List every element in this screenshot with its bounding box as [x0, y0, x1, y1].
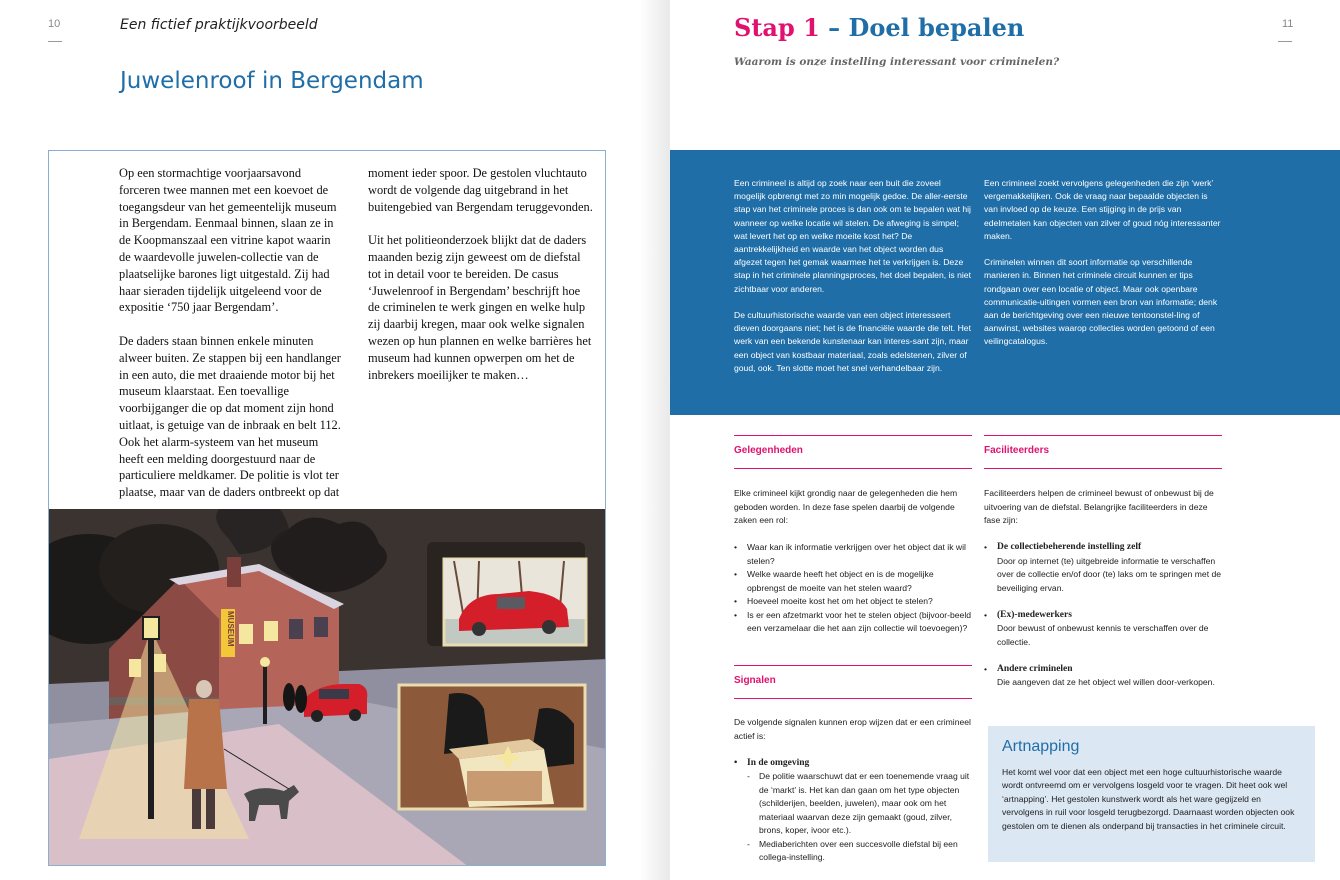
item-text: Door op internet (te) uitgebreide informatie te verschaffen over de collectie en/of door (te) laks om te springen met de beveiliging ervan.	[997, 555, 1222, 593]
story-box	[48, 150, 606, 866]
faciliteerders-list	[984, 541, 1224, 690]
intro-band	[670, 150, 1340, 415]
page-number-rule	[1278, 41, 1292, 42]
intro-paragraph: Een crimineel zoekt vervolgens gelegenheden die zijn ‘werk’ vergemakkelijken. Ook de vraag naar bepaalde objecten is van invloed op de keuze. Een stijging in de prijs van edelmetalen kan objecten van zilver of goud nóg interessanter maken.	[984, 178, 1221, 241]
list-item: • Is er een afzetmarkt voor het te stelen object (bijvoor-beeld een verzamelaar die het aan zijn collectie wil toevoegen)?	[734, 609, 974, 636]
item-title: • (Ex)-medewerkers	[997, 609, 1072, 620]
gelegenheden-body	[734, 487, 974, 636]
page-number-left: 10	[48, 18, 61, 30]
item-text: Door bewust of onbewust kennis te verschaffen over de collectie.	[997, 623, 1209, 647]
artnapping-heading: Artnapping	[1002, 738, 1080, 755]
signalen-intro: De volgende signalen kunnen erop wijzen dat er een crimineel actief is:	[734, 717, 971, 741]
heading-faciliteerders: Faciliteerders	[984, 435, 1222, 469]
heading-signalen: Signalen	[734, 665, 972, 699]
list-item: - Mediaberichten over een succesvolle diefstal bij een collega-instelling.	[734, 838, 974, 865]
museum-sign: MUSEUM	[226, 611, 235, 647]
museum-robbery-illustration	[49, 509, 606, 866]
list-item	[984, 541, 1224, 595]
story-paragraph: Op een stormachtige voorjaarsavond forceren twee mannen met een koevoet de toegangsdeur van het gemeentelijk museum in Bergendam. Eenmaal binnen, slaan ze in de Koopmanszaal een vitrine kapot waarin de waardevolle juwelen-collectie van de plaatselijke barones ligt uitgestald. Zij had haar sieraden tijdelijk uitgeleend voor de expositie ‘750 jaar Bergendam’.	[119, 166, 337, 315]
story-paragraph: De daders staan binnen enkele minuten alweer buiten. Ze stappen bij een handlanger in een auto, die met draaiende motor bij het museum klaarstaat. Een toevallige voorbijganger die op dat moment zijn hond uitlaat, is getuige van de inbraak en belt 112. Ook het alarm-systeem van het museum heeft een melding doorgestuurd naar de particuliere meldkamer. De politie is vlot ter plaatse, maar van de daders ontbreekt op dat moment ieder spoor. De gestolen vluchtauto wordt de volgende dag uitgebrand in het buitengebied van Bergendam teruggevonden.	[119, 166, 593, 500]
intro-paragraph: De cultuurhistorische waarde van een object interesseert dieven doorgaans niet; het is de financiële waarde die telt. Het werk van een bekende kunstenaar kan interes-sant zijn, maar een object van kostbaar materiaal, zoals edelstenen, zilver of goud, ook. Ten slotte moet het snel verhandelbaar zijn.	[734, 310, 971, 373]
signalen-list	[734, 757, 974, 865]
heading-gelegenheden: Gelegenheden	[734, 435, 972, 469]
intro-paragraph: Een crimineel is altijd op zoek naar een buit die zoveel mogelijk opbrengt met zo min mogelijk gedoe. De aller-eerste stap van het criminele proces is dan ook om te bepalen wat hij wanneer op welke locatie wil stelen. De afweging is simpel; wat levert het op en welke moeite kost het? De aantrekkelijkheid en waarde van het object worden dus afgezet tegen het gemak waarmee het te verkrijgen is. Deze stap in het criminele planningsproces, het doel bepalen, is niet zichtbaar voor anderen.	[734, 178, 971, 294]
list-item: - De politie waarschuwt dat er een toenemende vraag uit de ‘markt’ is. Het kan dan gaan om het type objecten (schilderijen, beelden, juwelen), maar ook om het materiaal waarvan deze zijn gemaakt (goud, zilver, brons, koper, ivoor etc.).	[734, 770, 974, 838]
inset-burnt-car	[427, 542, 586, 646]
inset-display-case	[399, 685, 585, 809]
faciliteerders-body	[984, 487, 1224, 690]
step-number: Stap 1	[734, 13, 820, 42]
running-title: Een fictief praktijkvoorbeeld	[120, 17, 318, 33]
faciliteerders-intro: Faciliteerders helpen de crimineel bewust of onbewust bij de uitvoering van de diefstal. Belangrijke faciliteerders in deze fase zijn:	[984, 488, 1214, 525]
item-text: Die aangeven dat ze het object wel willen door-verkopen.	[997, 677, 1215, 687]
artnapping-box	[988, 726, 1315, 862]
signalen-subheading: • In de omgeving	[734, 757, 974, 771]
right-page	[670, 0, 1340, 880]
page-title: Juwelenroof in Bergendam	[120, 68, 424, 94]
artnapping-text: Het komt wel voor dat een object met een hoge cultuurhistorische waarde wordt ontvreemd om er vervolgens losgeld voor te vragen. Dit heet ook wel ‘artnapping’. Het gestolen kunstwerk wordt als het ware gegijzeld en vervolgens in ruil voor losgeld terugbezorgd. Daarnaast worden objecten ook gestolen om te dienen als onderpand bij transacties in het criminele circuit.	[1002, 767, 1295, 831]
intro-column-1	[734, 177, 972, 388]
intro-paragraph: Criminelen winnen dit soort informatie op verschillende manieren in. Binnen het criminele circuit kunnen er tips rondgaan over een locatie of object. Maar ook openbare communicatie-uitingen vormen een bron van informatie; denk aan de berichtgeving over een nieuwe tentoonstel-ling of aanwinst, websites waarop collecties worden getoond of een veilingcatalogus.	[984, 257, 1218, 347]
page-number-right: 11	[1282, 18, 1294, 30]
story-paragraph: Uit het politieonderzoek blijkt dat de daders maanden bezig zijn geweest om de diefstal tot in detail voor te bereiden. De casus ‘Juwelenroof in Bergendam’ beschrijft hoe de criminelen te werk gingen en welke hulp zij daarbij kregen, maar ook welke signalen wezen op hun plannen en welke barrières het museum had kunnen opwerpen om het de inbrekers moeilijker te maken…	[368, 233, 592, 382]
step-subtitle: Waarom is onze instelling interessant voor criminelen?	[734, 56, 1060, 68]
list-item	[984, 609, 1224, 650]
list-item: • Hoeveel moeite kost het om het object te stelen?	[734, 595, 974, 609]
gelegenheden-intro: Elke crimineel kijkt grondig naar de gelegenheden die hem geboden worden. In deze fase spelen daarbij de volgende zaken een rol:	[734, 488, 958, 525]
item-title: • Andere criminelen	[997, 663, 1073, 674]
list-item: • Waar kan ik informatie verkrijgen over het object dat ik wil stelen?	[734, 541, 974, 568]
step-name: – Doel bepalen	[819, 13, 1025, 42]
gelegenheden-list	[734, 541, 974, 636]
story-text	[119, 165, 593, 505]
list-item	[984, 663, 1224, 690]
list-item: • Welke waarde heeft het object en is de mogelijke opbrengst de moeite van het stelen waard?	[734, 568, 974, 595]
step-title	[734, 13, 1024, 42]
item-title: • De collectiebeherende instelling zelf	[997, 542, 1142, 552]
signalen-body	[734, 716, 974, 865]
page-number-rule	[48, 41, 62, 42]
intro-column-2	[984, 177, 1222, 362]
